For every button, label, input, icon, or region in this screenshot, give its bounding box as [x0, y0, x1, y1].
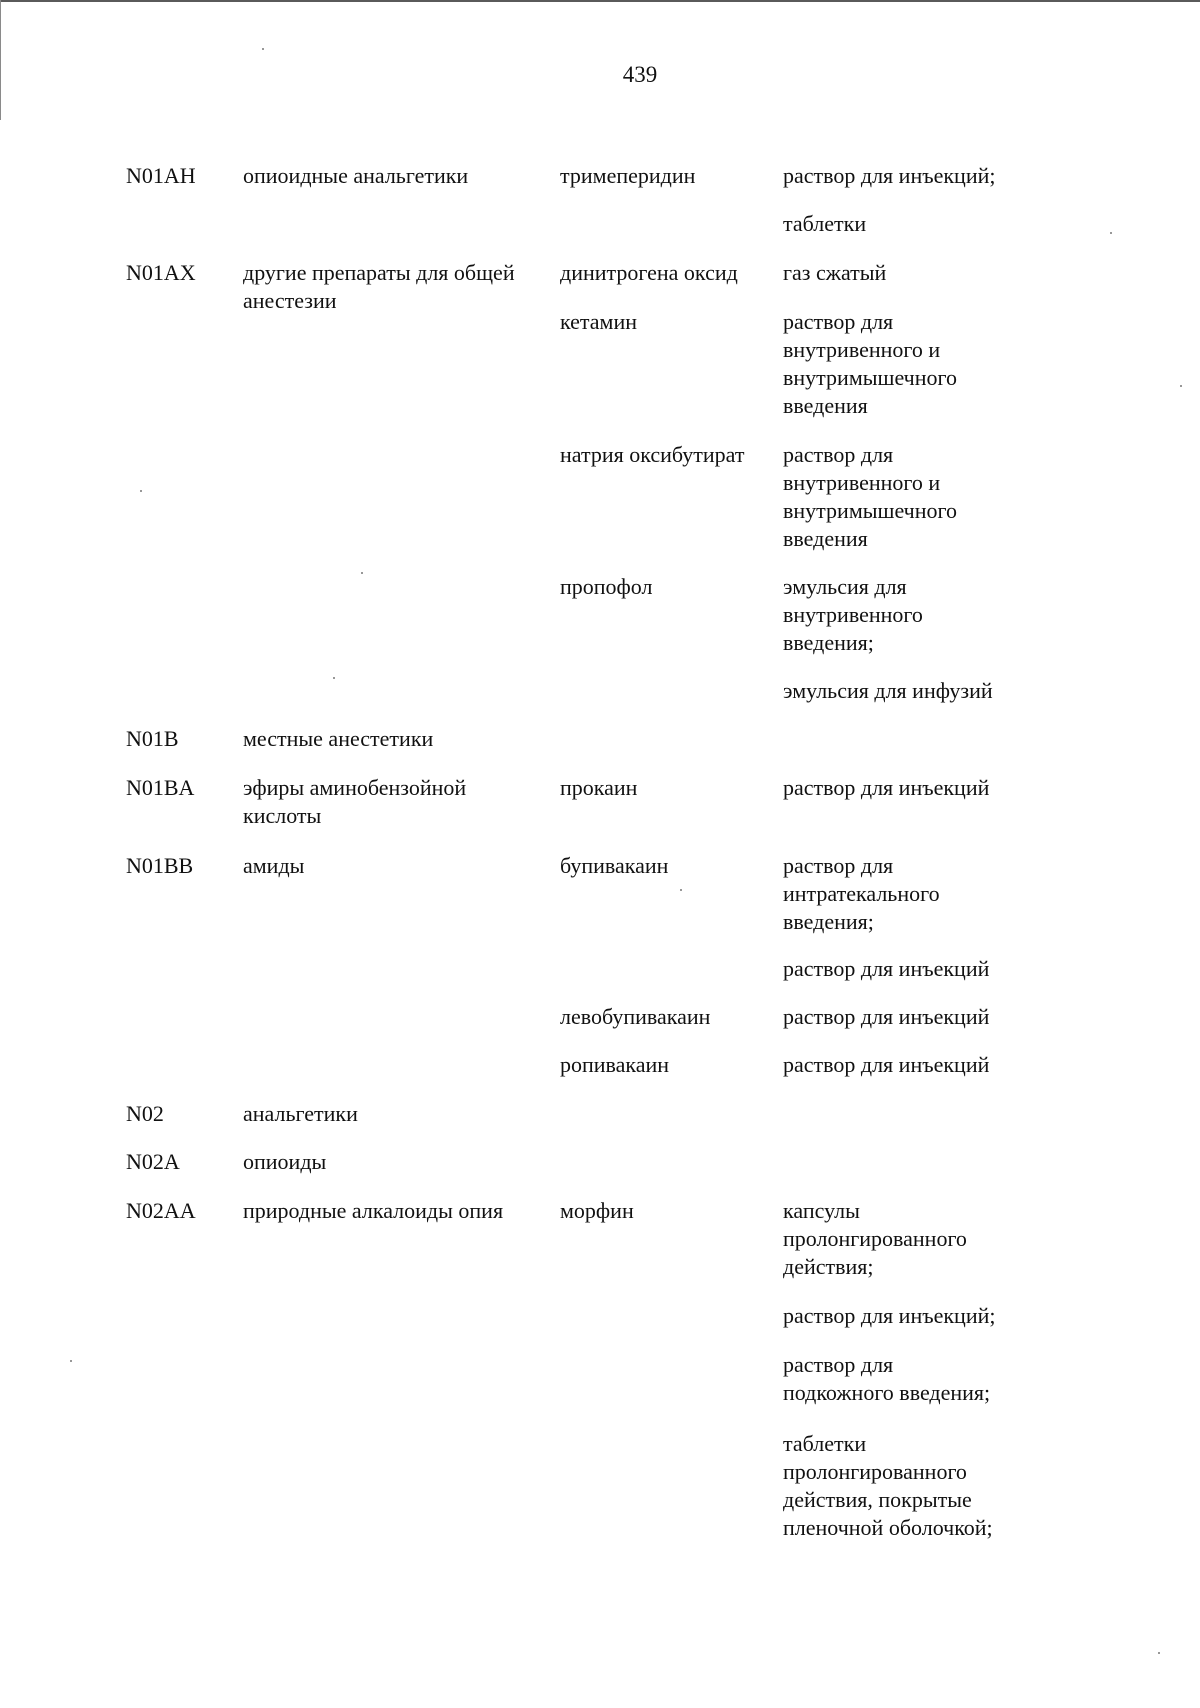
- drug-name: левобупивакаин: [560, 1004, 711, 1029]
- dosage-form: эмульсия для внутривенного введения;: [783, 574, 923, 655]
- drug-name: пропофол: [560, 574, 653, 599]
- scan-speck: [333, 677, 335, 679]
- group-name: опиоидные анальгетики: [243, 163, 469, 188]
- dosage-form: таблетки пролонгированного действия, покрытые пленочной оболочкой;: [783, 1431, 993, 1540]
- drug-name: морфин: [560, 1198, 634, 1223]
- scan-edge-top: [0, 0, 1200, 2]
- scan-speck: [140, 490, 142, 492]
- drug-name: бупивакаин: [560, 853, 669, 878]
- dosage-form: раствор для инъекций: [783, 1052, 990, 1077]
- group-name: другие препараты для общей анестезии: [243, 260, 515, 313]
- drug-name: кетамин: [560, 309, 638, 334]
- atc-code: N01B: [126, 726, 179, 751]
- scan-speck: [680, 889, 682, 891]
- dosage-form: эмульсия для инфузий: [783, 678, 993, 703]
- dosage-form: раствор для внутривенного и внутримышечного введения: [783, 442, 957, 551]
- atc-code: N01AX: [126, 260, 196, 285]
- scan-speck: [262, 48, 264, 50]
- scan-speck: [361, 572, 363, 574]
- dosage-form: раствор для инъекций: [783, 956, 990, 981]
- scan-edge-left: [0, 0, 1, 120]
- atc-code: N01AH: [126, 163, 196, 188]
- dosage-form: таблетки: [783, 211, 867, 236]
- group-name: местные анестетики: [243, 726, 434, 751]
- atc-code: N01BB: [126, 853, 194, 878]
- atc-code: N02AA: [126, 1198, 196, 1223]
- dosage-form: раствор для инъекций: [783, 775, 990, 800]
- group-name: амиды: [243, 853, 305, 878]
- dosage-form: раствор для инъекций: [783, 1004, 990, 1029]
- drug-name: тримеперидин: [560, 163, 696, 188]
- drug-name: прокаин: [560, 775, 638, 800]
- dosage-form: раствор для инъекций;: [783, 163, 996, 188]
- atc-code: N01BA: [126, 775, 195, 800]
- group-name: опиоиды: [243, 1149, 327, 1174]
- group-name: анальгетики: [243, 1101, 358, 1126]
- dosage-form: газ сжатый: [783, 260, 887, 285]
- group-name: эфиры аминобензойной кислоты: [243, 775, 467, 828]
- drug-name: динитрогена оксид: [560, 260, 738, 285]
- atc-code: N02A: [126, 1149, 180, 1174]
- scan-speck: [70, 1360, 72, 1362]
- scan-speck: [1158, 1652, 1160, 1654]
- atc-code: N02: [126, 1101, 164, 1126]
- drug-name: ропивакаин: [560, 1052, 670, 1077]
- page-number: 439: [622, 62, 658, 87]
- dosage-form: раствор для подкожного введения;: [783, 1352, 991, 1405]
- dosage-form: раствор для инъекций;: [783, 1303, 996, 1328]
- dosage-form: капсулы пролонгированного действия;: [783, 1198, 967, 1279]
- dosage-form: раствор для интратекального введения;: [783, 853, 940, 934]
- group-name: природные алкалоиды опия: [243, 1198, 504, 1223]
- scan-speck: [1110, 232, 1112, 234]
- dosage-form: раствор для внутривенного и внутримышечного введения: [783, 309, 957, 418]
- scan-speck: [1180, 385, 1182, 387]
- drug-name: натрия оксибутират: [560, 442, 745, 467]
